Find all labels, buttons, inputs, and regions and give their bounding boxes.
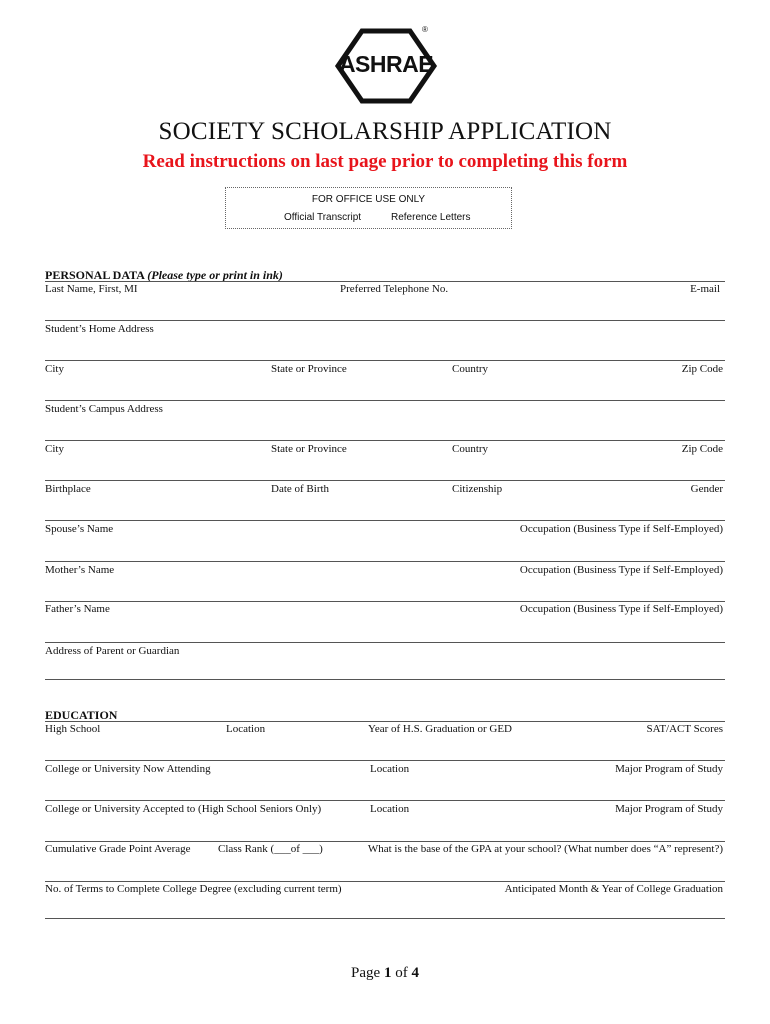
home-address-label: Student’s Home Address	[45, 323, 154, 335]
college-now-major-label: Major Program of Study	[615, 763, 723, 775]
home-country-label: Country	[452, 363, 489, 375]
home-zip-label: Zip Code	[681, 363, 723, 375]
field-line-birth[interactable]	[45, 520, 725, 521]
office-use-title: FOR OFFICE USE ONLY	[311, 194, 426, 205]
instructions-notice: Read instructions on last page prior to completing this form	[142, 151, 628, 172]
campus-state-label: State or Province	[271, 443, 347, 455]
father-occupation-label: Occupation (Business Type if Self-Employed)	[519, 603, 723, 615]
section-rule-personal	[45, 281, 725, 282]
parent-address-label: Address of Parent or Guardian	[45, 645, 180, 657]
of-word: of	[395, 965, 408, 981]
college-accepted-major-label: Major Program of Study	[615, 803, 723, 815]
college-now-label: College or University Now Attending	[45, 763, 211, 775]
field-line-name[interactable]	[45, 320, 725, 321]
page-word: Page	[351, 965, 381, 981]
field-line-college-now[interactable]	[45, 800, 725, 801]
spouse-occupation-label: Occupation (Business Type if Self-Employed)	[519, 523, 723, 535]
field-line-high-school[interactable]	[45, 760, 725, 761]
campus-country-label: Country	[452, 443, 489, 455]
page-current: 1	[383, 965, 392, 981]
campus-address-label: Student’s Campus Address	[45, 403, 163, 415]
office-item-references: Reference Letters	[391, 212, 471, 223]
campus-city-label: City	[45, 443, 64, 455]
campus-zip-label: Zip Code	[681, 443, 723, 455]
page-number	[0, 965, 770, 982]
terms-label: No. of Terms to Complete College Degree (excluding current term)	[45, 883, 342, 895]
field-line-home-city[interactable]	[45, 400, 725, 401]
dob-label: Date of Birth	[271, 483, 330, 495]
gpa-base-label: What is the base of the GPA at your school? (What number does “A” represent?)	[367, 843, 723, 855]
page-title: SOCIETY SCHOLARSHIP APPLICATION	[158, 118, 612, 145]
sat-act-label: SAT/ACT Scores	[646, 723, 723, 735]
section-rule-education	[45, 721, 725, 722]
citizenship-label: Citizenship	[452, 483, 503, 495]
field-line-campus-city[interactable]	[45, 480, 725, 481]
high-school-label: High School	[45, 723, 101, 735]
page-total: 4	[411, 965, 419, 981]
field-line-home-address[interactable]	[45, 360, 725, 361]
field-line-college-accepted[interactable]	[45, 841, 725, 842]
father-name-label: Father’s Name	[45, 603, 110, 615]
office-item-transcript: Official Transcript	[284, 212, 362, 223]
class-rank-label: Class Rank (___of ___)	[218, 843, 323, 855]
college-now-location-label: Location	[370, 763, 410, 775]
last-name-label: Last Name, First, MI	[45, 283, 138, 295]
field-line-gpa[interactable]	[45, 881, 725, 882]
home-state-label: State or Province	[271, 363, 347, 375]
field-line-father[interactable]	[45, 642, 725, 643]
spouse-name-label: Spouse’s Name	[45, 523, 114, 535]
mother-occupation-label: Occupation (Business Type if Self-Employed)	[519, 564, 723, 576]
home-city-label: City	[45, 363, 64, 375]
field-line-campus-address[interactable]	[45, 440, 725, 441]
education-heading: EDUCATION	[45, 708, 118, 722]
field-line-mother[interactable]	[45, 601, 725, 602]
field-line-terms[interactable]	[45, 918, 725, 919]
email-label: E-mail	[690, 283, 720, 295]
grad-month-label: Anticipated Month & Year of College Graduation	[504, 883, 723, 895]
personal-data-hint: (Please type or print in ink)	[147, 268, 283, 282]
gpa-label: Cumulative Grade Point Average	[45, 843, 191, 855]
college-accepted-location-label: Location	[370, 803, 410, 815]
field-line-parent-address[interactable]	[45, 679, 725, 680]
hs-grad-year-label: Year of H.S. Graduation or GED	[368, 723, 512, 735]
registered-mark: ®	[422, 25, 428, 34]
ashrae-logo	[332, 27, 440, 105]
phone-label: Preferred Telephone No.	[340, 283, 449, 295]
mother-name-label: Mother’s Name	[45, 564, 115, 576]
field-line-spouse[interactable]	[45, 561, 725, 562]
logo-text: ASHRAE	[338, 51, 434, 77]
gender-label: Gender	[690, 483, 723, 495]
hs-location-label: Location	[226, 723, 266, 735]
office-use-box	[225, 187, 512, 229]
personal-data-title: PERSONAL DATA	[45, 268, 145, 282]
birthplace-label: Birthplace	[45, 483, 91, 495]
college-accepted-label: College or University Accepted to (High School Seniors Only)	[45, 803, 322, 815]
